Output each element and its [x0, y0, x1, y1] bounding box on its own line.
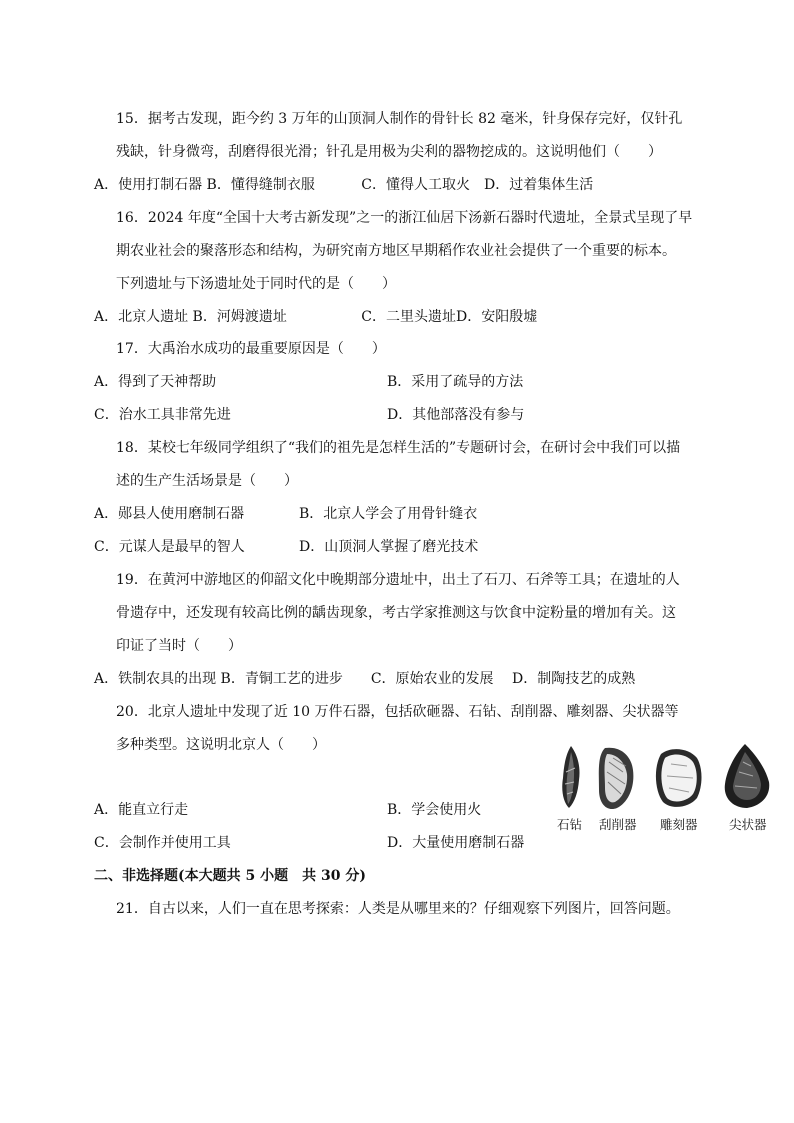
q15-line-2: 残缺，针身微弯，刮磨得很光滑；针孔是用极为尖利的器物挖成的。这说明他们（ ）: [116, 144, 662, 160]
q18-option-d: D．山顶洞人掌握了磨光技术: [299, 539, 479, 555]
stone-tools-illustration: [553, 742, 775, 814]
q17-option-d: D．其他部落没有参与: [387, 407, 525, 423]
q18-line-1: 18．某校七年级同学组织了“我们的祖先是怎样生活的”专题研讨会，在研讨会中我们可以描: [116, 440, 681, 456]
q20-line-2: 多种类型。这说明北京人（ ）: [116, 737, 326, 753]
stone-drill-image: [562, 746, 579, 808]
q18-option-a: A．郧县人使用磨制石器: [94, 506, 245, 522]
q20-line-1: 20．北京人遗址中发现了近 10 万件石器，包括砍砸器、石钻、刮削器、雕刻器、尖状器等: [116, 704, 679, 720]
q17-option-b: B．采用了疏导的方法: [387, 374, 524, 390]
label-stone-drill: 石钻: [557, 817, 583, 832]
q18-line-2: 述的生产生活场景是（ ）: [116, 473, 298, 489]
q20-option-a: A．能直立行走: [94, 802, 189, 818]
q16-line-1: 16．2024 年度“全国十大考古新发现”之一的浙江仙居下汤新石器时代遗址，全景式呈现了早: [116, 210, 693, 226]
stone-tools-figure: [553, 742, 775, 834]
q17-line-1: 17．大禹治水成功的最重要原因是（ ）: [116, 341, 386, 357]
q18-option-b: B．北京人学会了用骨针缝衣: [299, 506, 478, 522]
q19-line-1: 19．在黄河中游地区的仰韶文化中晚期部分遗址中，出土了石刀、石斧等工具；在遗址的人: [116, 572, 680, 588]
q16-line-3: 下列遗址与下汤遗址处于同时代的是（ ）: [116, 276, 396, 292]
q20-option-c: C．会制作并使用工具: [94, 835, 231, 851]
label-burin: 雕刻器: [660, 817, 698, 832]
q18-option-c: C．元谋人是最早的智人: [94, 539, 245, 555]
q19-line-3: 印证了当时（ ）: [116, 638, 242, 654]
section-title: 二、非选择题(本大题共 5 小题 共 30 分): [94, 868, 366, 884]
q17-option-c: C．治水工具非常先进: [94, 407, 231, 423]
pointed-tool-image: [725, 744, 770, 808]
burin-image: [656, 749, 702, 807]
q16-options: A．北京人遗址 B．河姆渡遗址 C．二里头遗址D．安阳殷墟: [94, 309, 538, 325]
q20-option-d: D．大量使用磨制石器: [387, 835, 525, 851]
q20-option-b: B．学会使用火: [387, 802, 482, 818]
q17-option-a: A．得到了天神帮助: [94, 374, 217, 390]
q21-line-1: 21．自古以来，人们一直在思考探索：人类是从哪里来的？仔细观察下列图片，回答问题。: [116, 901, 680, 917]
label-scraper: 刮削器: [599, 817, 637, 832]
q19-options: A．铁制农具的出现 B．青铜工艺的进步 C．原始农业的发展 D．制陶技艺的成熟: [94, 671, 636, 687]
scraper-image: [599, 748, 634, 809]
q16-line-2: 期农业社会的聚落形态和结构，为研究南方地区早期稻作农业社会提供了一个重要的标本。: [116, 243, 676, 259]
q19-line-2: 骨遗存中，还发现有较高比例的龋齿现象，考古学家推测这与饮食中淀粉量的增加有关。这: [116, 605, 676, 621]
q15-options: A．使用打制石器 B．懂得缝制衣服 C．懂得人工取火 D．过着集体生活: [94, 177, 594, 193]
q15-line-1: 15．据考古发现，距今约 3 万年的山顶洞人制作的骨针长 82 毫米，针身保存完好，仅针孔: [116, 111, 683, 127]
label-pointed-tool: 尖状器: [729, 817, 767, 832]
